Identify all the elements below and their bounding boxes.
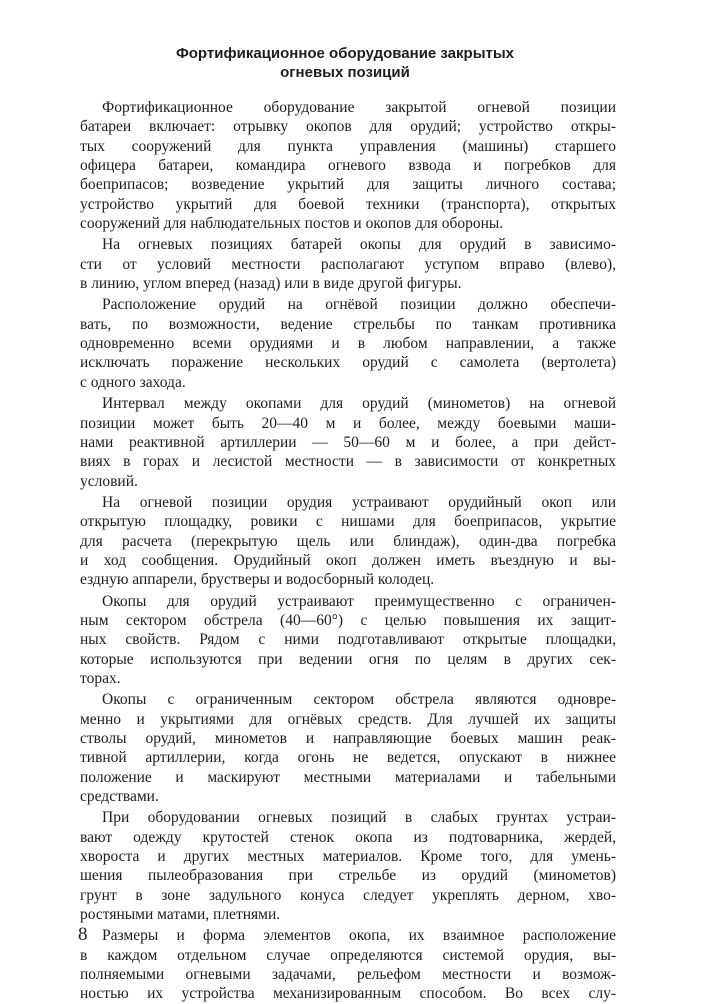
paragraph-line: и ход сообщения. Орудийный окоп должен иметь въездную и вы- <box>80 551 616 569</box>
paragraph-line: для расчета (перекрытую щель или блиндаж), один-два погребка <box>80 532 616 550</box>
paragraph-line: Размеры и форма элементов окопа, их взаимное расположение <box>102 927 616 945</box>
title-line-1: Фортификационное оборудование закрытых <box>175 45 515 62</box>
paragraph-line: положение и маскируют местными материалами и табельными <box>80 768 616 786</box>
paragraph-line: вают одежду крутостей стенок окопа из подтоварника, жердей, <box>80 828 616 846</box>
paragraph-line: в каждом отдельном случае определяются системой орудия, вы- <box>80 946 616 964</box>
paragraph-line: которые используются при ведении огня по целям в других сек- <box>80 650 616 668</box>
paragraph <box>80 394 616 491</box>
paragraph-line: офицера батареи, командира огневого взвода и погребков для <box>80 157 616 175</box>
paragraph <box>80 690 616 806</box>
paragraph-line: устройство укрытий для боевой техники (транспорта), открытых <box>80 195 616 213</box>
paragraph-line: ным сектором обстрела (40—60°) с целью повышения их защит- <box>80 611 616 629</box>
paragraph-line: менно и укрытиями для огнёвых средств. Для лучшей их защиты <box>80 710 616 728</box>
paragraph <box>80 808 616 924</box>
paragraph <box>80 926 616 1003</box>
paragraph-line: Расположение орудий на огнёвой позиции должно обеспечи- <box>102 296 616 314</box>
paragraph <box>80 493 616 590</box>
paragraph-line: ездную аппарели, брустверы и водосборный колодец. <box>80 571 435 589</box>
paragraph <box>80 98 616 233</box>
paragraph-line: шения пылеобразования при стрельбе из орудий (минометов) <box>80 867 616 885</box>
paragraph-line: При оборудовании огневых позиций в слабых грунтах устраи- <box>102 809 616 827</box>
paragraph-line: Окопы для орудий устраивают преимущественно с ограничен- <box>102 592 616 610</box>
paragraph-line: условий. <box>80 472 138 490</box>
paragraph <box>80 235 616 293</box>
paragraph-line: нами реактивной артиллерии — 50—60 м и более, а при дейст- <box>80 433 616 451</box>
paragraph-line: вать, по возможности, ведение стрельбы по танкам противника <box>80 315 616 333</box>
paragraph <box>80 592 616 689</box>
paragraph-line: боеприпасов; возведение укрытий для защиты личного состава; <box>80 176 616 194</box>
paragraph-line: открытую площадку, ровики с нишами для боеприпасов, укрытие <box>80 513 616 531</box>
body-text <box>80 98 616 1004</box>
paragraph-line: исключать поражение нескольких орудий с самолета (вертолета) <box>80 354 616 372</box>
paragraph-line: На огневых позициях батарей окопы для орудий в зависимо- <box>102 236 616 254</box>
paragraph-line: ностью их устройства механизированным способом. Во всех слу- <box>80 985 616 1003</box>
paragraph-line: виях в горах и лесистой местности — в зависимости от конкретных <box>80 453 616 471</box>
paragraph-line: в линию, углом вперед (назад) или в виде другой фигуры. <box>80 275 462 293</box>
paragraph <box>80 295 616 392</box>
paragraph-line: хвороста и других местных материалов. Кроме того, для умень- <box>80 848 616 866</box>
paragraph-line: средствами. <box>80 788 159 806</box>
paragraph-line: сооружений для наблюдательных постов и окопов для обороны. <box>80 215 504 233</box>
paragraph-line: Интервал между окопами для орудий (минометов) на огневой <box>102 395 616 413</box>
section-title <box>90 44 600 82</box>
paragraph-line: батареи включает: отрывку окопов для орудий; устройство откры- <box>80 118 616 136</box>
paragraph-line: стволы орудий, минометов и направляющие боевых машин реак- <box>80 730 616 747</box>
paragraph-line: одновременно всеми орудиями и в любом направлении, а также <box>80 335 616 353</box>
paragraph-line: Окопы с ограниченным сектором обстрела являются одновре- <box>102 691 616 709</box>
paragraph-line: с одного захода. <box>80 373 186 391</box>
paragraph-line: Фортификационное оборудование закрытой огневой позиции <box>102 99 616 116</box>
paragraph-line: полняемыми огневыми задачами, рельефом местности и возмож- <box>80 966 616 984</box>
paragraph-line: грунт в зоне задульного конуса следует укреплять дерном, хво- <box>80 886 616 904</box>
paragraph-line: На огневой позиции орудия устраивают орудийный окоп или <box>102 493 616 511</box>
paragraph-line: ростяными матами, плетнями. <box>80 906 281 924</box>
paragraph-line: тивной артиллерии, когда огонь не ведется, опускают в нижнее <box>80 749 616 767</box>
paragraph-line: позиции может быть 20—40 м и более, между боевыми маши- <box>80 414 616 432</box>
page-number: 8 <box>78 924 88 945</box>
paragraph-line: тых сооружений для пункта управления (машины) старшего <box>80 137 616 155</box>
paragraph-line: ных свойств. Рядом с ними подготавливают открытые площадки, <box>80 631 616 649</box>
paragraph-line: торах. <box>80 669 121 687</box>
paragraph-line: сти от условий местности располагают уступом вправо (влево), <box>80 255 616 273</box>
title-line-2: огневых позиций <box>280 64 410 81</box>
